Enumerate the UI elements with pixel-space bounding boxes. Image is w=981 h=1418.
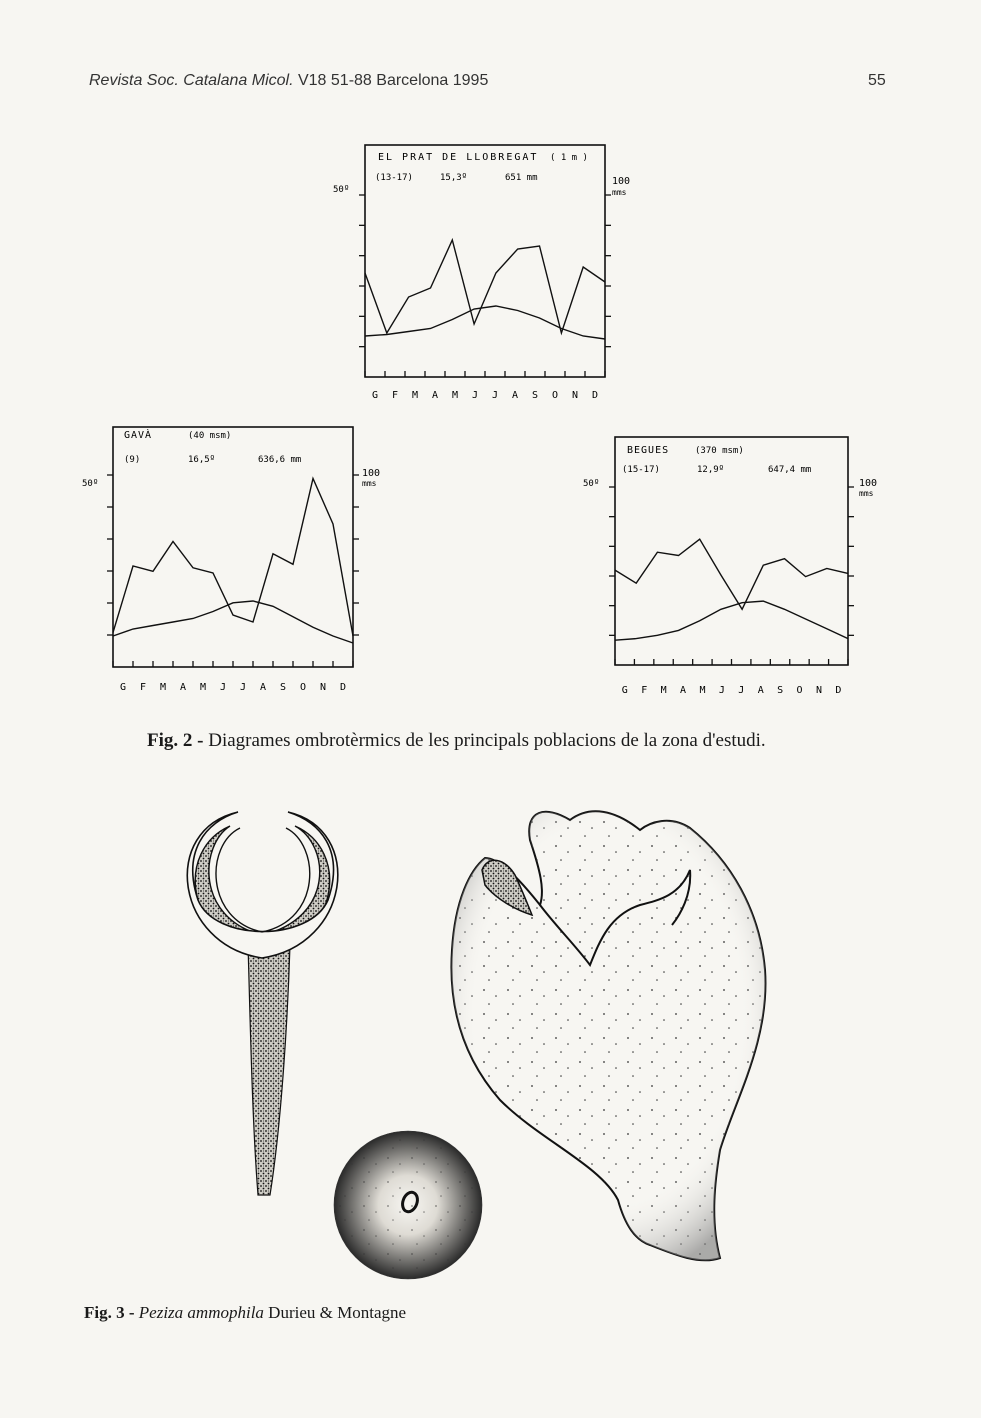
- section-cup-inner: [216, 828, 310, 932]
- gava-series-precipitation-line: [113, 479, 353, 637]
- begues-series-precipitation-line: [615, 539, 848, 609]
- fruiting-body-drawing: [451, 811, 765, 1260]
- begues-month-label: D: [835, 685, 842, 696]
- gava-month-label: M: [200, 682, 207, 693]
- figure-3-peziza-illustration: [0, 780, 981, 1290]
- chart-prat-title: EL PRAT DE LLOBREGAT: [378, 152, 539, 163]
- chart-gava-right-axis-unit: mms: [362, 479, 377, 488]
- prat-month-label: M: [412, 390, 419, 401]
- fig2-caption-text: Diagrames ombrotèrmics de les principals poblacions de la zona d'estudi.: [203, 730, 766, 751]
- prat-month-label: O: [552, 390, 559, 401]
- prat-month-label: F: [392, 390, 399, 401]
- gava-series-temperature-line: [113, 601, 353, 643]
- prat-month-label: A: [512, 390, 519, 401]
- section-drawing: [187, 812, 338, 1195]
- chart-prat-period: (13-17): [375, 173, 413, 183]
- volume-pages-place: V18 51-88 Barcelona 1995: [297, 72, 489, 89]
- chart-begues: [583, 437, 877, 696]
- chart-prat: [333, 145, 630, 401]
- gava-month-label: D: [340, 682, 347, 693]
- prat-month-label: N: [572, 390, 579, 401]
- prat-month-label: J: [492, 390, 499, 401]
- chart-begues-right-axis-unit: mms: [859, 489, 874, 498]
- chart-gava: [82, 427, 380, 693]
- begues-month-label: M: [660, 685, 667, 696]
- prat-series-precipitation-line: [365, 240, 605, 333]
- begues-series-temperature-line: [615, 601, 848, 640]
- chart-begues-precipitation: 647,4 mm: [768, 465, 812, 475]
- prat-month-label: S: [532, 390, 539, 401]
- prat-month-label: G: [372, 390, 379, 401]
- fig3-caption: [84, 1303, 406, 1323]
- prat-month-label: A: [432, 390, 439, 401]
- gava-month-label: S: [280, 682, 287, 693]
- chart-gava-left-axis-label: 50º: [82, 479, 99, 489]
- chart-prat-temperature: 15,3º: [440, 173, 468, 183]
- prat-month-label: M: [452, 390, 459, 401]
- begues-month-label: J: [738, 685, 745, 696]
- disc-drawing: [334, 1131, 482, 1279]
- gava-month-label: A: [260, 682, 267, 693]
- gava-month-label: O: [300, 682, 307, 693]
- chart-prat-right-axis-unit: mms: [612, 188, 627, 197]
- chart-prat-altitude: ( 1 m ): [550, 153, 588, 163]
- chart-gava-title: GAVÀ: [124, 430, 153, 441]
- chart-prat-left-axis-label: 50º: [333, 185, 350, 195]
- section-stem: [248, 945, 290, 1195]
- begues-month-label: M: [699, 685, 706, 696]
- prat-month-label: D: [592, 390, 599, 401]
- chart-gava-frame: [113, 427, 353, 667]
- chart-gava-precipitation: 636,6 mm: [258, 455, 302, 465]
- begues-month-label: A: [757, 685, 764, 696]
- begues-month-label: F: [641, 685, 648, 696]
- chart-begues-temperature: 12,9º: [697, 465, 725, 475]
- gava-month-label: A: [180, 682, 187, 693]
- gava-month-label: J: [240, 682, 247, 693]
- begues-month-label: S: [777, 685, 784, 696]
- fig3-caption-authors: Durieu & Montagne: [263, 1303, 407, 1322]
- begues-month-label: O: [796, 685, 803, 696]
- chart-gava-period: (9): [124, 455, 141, 465]
- page-number: 55: [868, 72, 886, 89]
- gava-month-label: J: [220, 682, 227, 693]
- fig2-caption-label: Fig. 2 -: [147, 730, 204, 751]
- chart-prat-right-axis-label: 100: [612, 176, 631, 187]
- gava-month-label: G: [120, 682, 127, 693]
- begues-month-label: J: [718, 685, 725, 696]
- chart-gava-altitude: (40 msm): [188, 431, 232, 441]
- chart-begues-title: BEGUES: [627, 445, 670, 456]
- gava-month-label: M: [160, 682, 167, 693]
- fig3-caption-label: Fig. 3 -: [84, 1303, 135, 1322]
- chart-begues-left-axis-label: 50º: [583, 479, 600, 489]
- fig2-caption: [147, 730, 766, 752]
- gava-month-label: N: [320, 682, 327, 693]
- chart-gava-right-axis-label: 100: [362, 468, 381, 479]
- chart-begues-right-axis-label: 100: [859, 478, 878, 489]
- disc-texture: [334, 1131, 482, 1279]
- chart-prat-precipitation: 651 mm: [505, 173, 538, 183]
- fig3-caption-species: Peziza ammophila: [134, 1303, 264, 1322]
- begues-month-label: A: [680, 685, 687, 696]
- begues-month-label: G: [621, 685, 628, 696]
- chart-begues-altitude: (370 msm): [695, 446, 744, 456]
- prat-month-label: J: [472, 390, 479, 401]
- chart-begues-period: (15-17): [622, 465, 660, 475]
- gava-month-label: F: [140, 682, 147, 693]
- journal-name: Revista Soc. Catalana Micol.: [89, 72, 294, 89]
- begues-month-label: N: [816, 685, 823, 696]
- chart-gava-temperature: 16,5º: [188, 455, 216, 465]
